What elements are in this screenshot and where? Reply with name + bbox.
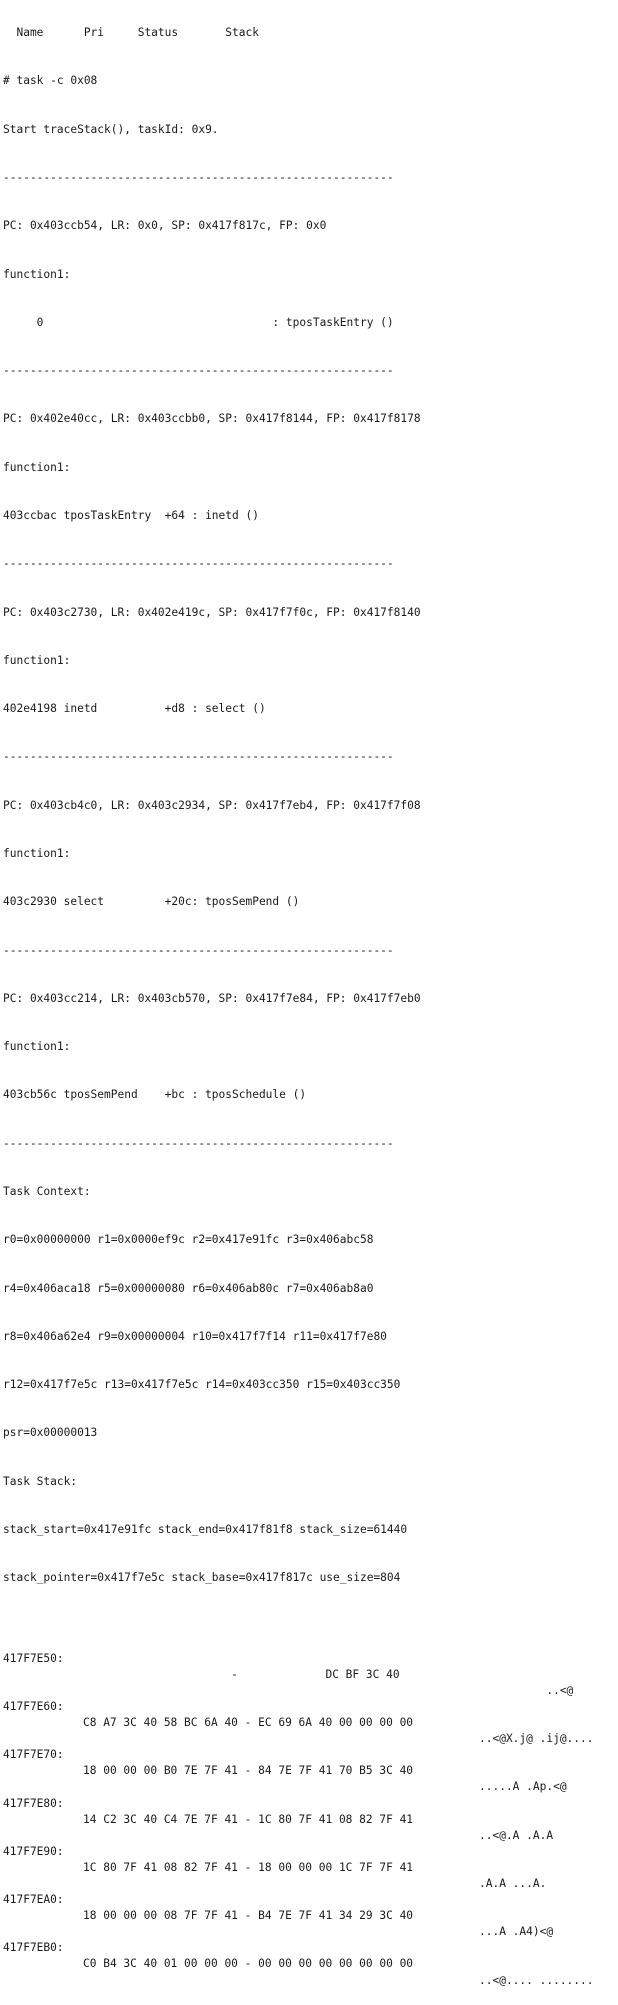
- terminal-line: ----------------------------------------------------------: [3, 171, 394, 185]
- terminal-line: PC: 0x402e40cc, LR: 0x403ccbb0, SP: 0x417f8144, FP: 0x417f8178: [3, 412, 421, 426]
- hexdump-ascii: .A.A ...A.: [479, 1876, 547, 1890]
- terminal-line: 403cb56c tposSemPend +bc : tposSchedule (): [3, 1088, 307, 1102]
- hexdump-ascii: ..<@.... ........: [479, 1973, 594, 1987]
- hexdump-ascii: .....A .Ap.<@: [479, 1780, 567, 1794]
- terminal-line: function1:: [3, 1040, 71, 1054]
- hexdump-address: 417F7EA0:: [3, 1893, 64, 1907]
- terminal-line: 0 : tposTaskEntry (): [3, 315, 394, 329]
- terminal-line: Name Pri Status Stack: [3, 26, 259, 40]
- terminal-line: 402e4198 inetd +d8 : select (): [3, 702, 266, 716]
- hexdump-ascii: ..<@: [479, 1683, 574, 1697]
- hexdump-row: [3, 1731, 615, 1794]
- hexdump-address: 417F7E70:: [3, 1748, 64, 1762]
- terminal-line: function1:: [3, 267, 71, 281]
- hexdump-bytes: 18 00 00 00 B0 7E 7F 41 - 84 7E 7F 41 70 B5 3C 40: [83, 1764, 414, 1778]
- terminal-line: ----------------------------------------------------------: [3, 1136, 394, 1150]
- terminal-line: Task Stack:: [3, 1474, 78, 1488]
- hexdump-bytes: 1C 80 7F 41 08 82 7F 41 - 18 00 00 00 1C 7F 7F 41: [83, 1860, 414, 1874]
- hexdump-address: 417F7EB0:: [3, 1941, 64, 1955]
- terminal-output: [3, 0, 615, 1987]
- terminal-line: Start traceStack(), taskId: 0x9.: [3, 122, 219, 136]
- terminal-line: ----------------------------------------------------------: [3, 364, 394, 378]
- terminal-line: r0=0x00000000 r1=0x0000ef9c r2=0x417e91fc r3=0x406abc58: [3, 1233, 374, 1247]
- terminal-line: 403ccbac tposTaskEntry +64 : inetd (): [3, 509, 259, 522]
- hexdump-row: [3, 1924, 615, 1987]
- terminal-line: PC: 0x403ccb54, LR: 0x0, SP: 0x417f817c, FP: 0x0: [3, 219, 327, 233]
- terminal-line: PC: 0x403cc214, LR: 0x403cb570, SP: 0x417f7e84, FP: 0x417f7eb0: [3, 991, 421, 1005]
- hexdump-row: [3, 1683, 615, 1746]
- hexdump-bytes: - DC BF 3C 40: [83, 1667, 400, 1681]
- hexdump-ascii: ..<@.A .A.A: [479, 1828, 554, 1842]
- terminal-line: PC: 0x403cb4c0, LR: 0x403c2934, SP: 0x417f7eb4, FP: 0x417f7f08: [3, 798, 421, 812]
- terminal-line: function1:: [3, 460, 71, 474]
- hexdump-row: [3, 1779, 615, 1842]
- terminal-line: stack_pointer=0x417f7e5c stack_base=0x417f817c use_size=804: [3, 1571, 401, 1585]
- terminal-line: ----------------------------------------------------------: [3, 750, 394, 764]
- terminal-line: # task -c 0x08: [3, 74, 98, 88]
- terminal-line: stack_start=0x417e91fc stack_end=0x417f81f8 stack_size=61440: [3, 1522, 408, 1536]
- hexdump-address: 417F7E60:: [3, 1699, 64, 1713]
- hexdump-ascii: ..<@X.j@ .ij@....: [479, 1732, 594, 1746]
- terminal-line: function1:: [3, 653, 71, 667]
- hexdump-bytes: 14 C2 3C 40 C4 7E 7F 41 - 1C 80 7F 41 08 82 7F 41: [83, 1812, 414, 1826]
- hexdump-bytes: C0 B4 3C 40 01 00 00 00 - 00 00 00 00 00 00 00 00: [83, 1957, 414, 1971]
- hexdump-row: [3, 1635, 615, 1697]
- terminal-line: r12=0x417f7e5c r13=0x417f7e5c r14=0x403cc350 r15=0x403cc350: [3, 1378, 401, 1392]
- hexdump-address: 417F7E90:: [3, 1844, 64, 1858]
- hexdump-bytes: C8 A7 3C 40 58 BC 6A 40 - EC 69 6A 40 00 00 00 00: [83, 1716, 414, 1730]
- terminal-line: ----------------------------------------------------------: [3, 943, 394, 957]
- terminal-line: r4=0x406aca18 r5=0x00000080 r6=0x406ab80c r7=0x406ab8a0: [3, 1281, 374, 1295]
- hexdump-row: [3, 1828, 615, 1890]
- terminal-line: psr=0x00000013: [3, 1426, 98, 1440]
- terminal-line: Task Context:: [3, 1184, 91, 1198]
- terminal-line: r8=0x406a62e4 r9=0x00000004 r10=0x417f7f14 r11=0x417f7e80: [3, 1329, 387, 1343]
- hexdump-row: [3, 1876, 615, 1939]
- terminal-line: PC: 0x403c2730, LR: 0x402e419c, SP: 0x417f7f0c, FP: 0x417f8140: [3, 605, 421, 619]
- hexdump-ascii: ...A .A4)<@: [479, 1925, 554, 1939]
- terminal-line: 403c2930 select +20c: tposSemPend (): [3, 895, 300, 909]
- terminal-line: ----------------------------------------------------------: [3, 557, 394, 571]
- hexdump-address: 417F7E50:: [3, 1651, 64, 1665]
- hexdump-address: 417F7E80:: [3, 1796, 64, 1810]
- terminal-line: function1:: [3, 846, 71, 860]
- hexdump-bytes: 18 00 00 00 08 7F 7F 41 - B4 7E 7F 41 34 29 3C 40: [83, 1909, 414, 1923]
